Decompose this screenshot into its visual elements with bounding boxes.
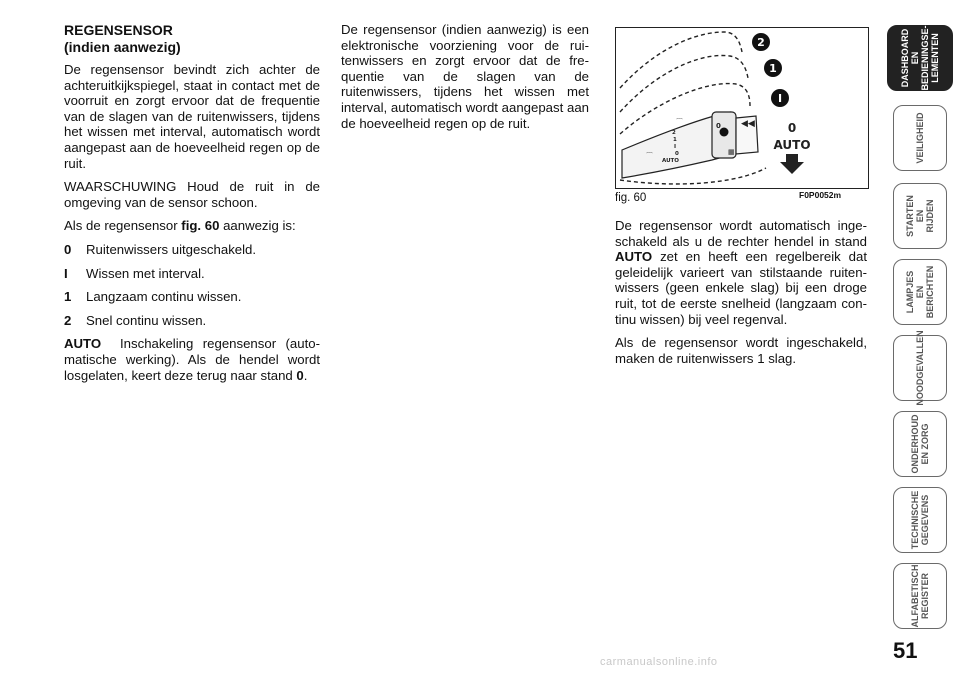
tab-technische[interactable] (893, 487, 947, 553)
page-number: 51 (893, 638, 918, 663)
ref-text-post: aanwezig is: (219, 218, 296, 234)
wiper-stalk-illustration (616, 28, 868, 188)
warning-paragraph: WAARSCHUWING Houd de ruit in de omgeving van de sensor schoon. (64, 179, 320, 210)
sweep-arc (620, 32, 742, 88)
auto-key: AUTO (64, 336, 102, 352)
rewind-symbol-icon: ◀◀ (741, 119, 755, 129)
ref-text-pre: Als de regensensor (64, 218, 182, 234)
list-item (64, 266, 320, 282)
fig-reference: fig. 60 (181, 218, 220, 234)
right-column (615, 218, 867, 374)
list-item (64, 313, 320, 329)
stalk-scale-auto: AUTO (662, 158, 679, 164)
auto-mode-text-post: zet en heeft een regelbereik dat geleidelijk varieert van stilstaande ruitenwissers (geen enkele slag) bij een droge ruit, tot de eerste snelheid (langzaam continu wissen) bij veel regenval. (615, 249, 867, 327)
auto-mode-key: AUTO (615, 249, 653, 265)
position-2-label: 2 (757, 36, 765, 49)
stalk-label-0: 0 (716, 122, 721, 130)
stalk-scale-1: 1 (673, 137, 677, 143)
tab-label: STARTEN EN RIJDEN (905, 195, 935, 237)
figure-code: F0P0052m (799, 190, 842, 200)
middle-column (341, 22, 589, 139)
tab-label: TECHNISCHE GEGEVENS (910, 490, 930, 550)
stalk-scale-2: 2 (672, 130, 676, 136)
item-text: Langzaam continu wissen. (86, 289, 242, 305)
tab-noodgevallen[interactable] (893, 330, 947, 406)
list-item (64, 289, 320, 305)
left-column (64, 22, 320, 391)
tab-dashboard[interactable] (887, 25, 953, 91)
tab-veiligheid[interactable] (893, 105, 947, 171)
figure-60 (615, 27, 869, 189)
stalk (622, 112, 758, 178)
auto-end-dot: . (303, 367, 308, 383)
position-auto-label: AUTO (773, 138, 811, 152)
auto-text: Inschakeling regensensor (automatische werking). Als de hendel wordt losgelaten, keert deze terug naar stand (64, 336, 320, 383)
wiper-symbol-icon: ⌒ (646, 152, 653, 160)
auto-mode-text-pre: De regensensor wordt automatisch ingeschakeld als u de rechter hendel in stand (615, 218, 867, 249)
down-arrow-icon (780, 154, 804, 174)
tab-starten[interactable] (893, 183, 947, 249)
auto-end-key: 0 (296, 367, 304, 383)
tab-label: ALFABETISCH REGISTER (910, 564, 930, 628)
tab-label: LAMPJES EN BERICHTEN (905, 265, 935, 319)
tab-label: VEILIGHEID (915, 112, 925, 164)
position-0-label: 0 (787, 121, 797, 135)
watermark: carmanualsonline.info (600, 656, 718, 668)
tab-onderhoud[interactable] (893, 411, 947, 477)
tab-label: ONDERHOUD EN ZORG (910, 414, 930, 474)
item-key: I (64, 265, 68, 281)
heading-line-2: (indien aanwezig) (64, 39, 181, 55)
item-text: Ruitenwissers uitgeschakeld. (86, 241, 257, 257)
tab-label: NOODGEVALLEN (915, 330, 925, 406)
position-1-label: 1 (769, 62, 777, 75)
tab-register[interactable] (893, 563, 947, 629)
wiper-symbol-icon: ⌒ (676, 118, 683, 126)
fig-reference-paragraph (64, 218, 320, 234)
heading-line-1: REGENSENSOR (64, 22, 173, 38)
figure-caption: fig. 60 (615, 192, 647, 204)
item-text: Wissen met interval. (86, 265, 205, 281)
auto-mode-paragraph (615, 218, 867, 327)
item-key: 0 (64, 241, 72, 257)
item-key: 2 (64, 312, 72, 328)
tab-lampjes[interactable] (893, 259, 947, 325)
washer-symbol-icon: ▦ (728, 148, 735, 156)
auto-paragraph (64, 336, 320, 383)
activation-paragraph: Als de regensensor wordt ingeschakeld, maken de ruitenwissers 1 slag. (615, 335, 867, 366)
item-text: Snel continu wissen. (86, 312, 207, 328)
list-item (64, 242, 320, 258)
section-heading (64, 22, 320, 56)
stalk-scale-0: 0 (675, 151, 679, 157)
intro-paragraph: De regensensor bevindt zich achter de achteruitkijkspiegel, staat in contact met de voorruit en zorgt ervoor dat de frequentie van de slagen van de ruitenwissers, tijdens het wissen met interval, automatisch wordt aangepast aan de hoeveelheid regen op de ruit. (64, 62, 320, 171)
item-key: 1 (64, 289, 72, 305)
tab-label: DASHBOARD EN BEDIENINGSE- LEMENTEN (900, 25, 940, 91)
position-I-label: I (777, 92, 783, 105)
description-paragraph: De regensensor (indien aanwezig) is een elektronische voorziening voor de ruitenwissers en zorgt ervoor dat de frequentie van de slagen van de ruitenwissers, tijdens het wissen met interval, automatisch wordt aangepast aan de hoeveelheid regen op de ruit. (341, 22, 589, 131)
stalk-scale-I: I (674, 144, 677, 150)
